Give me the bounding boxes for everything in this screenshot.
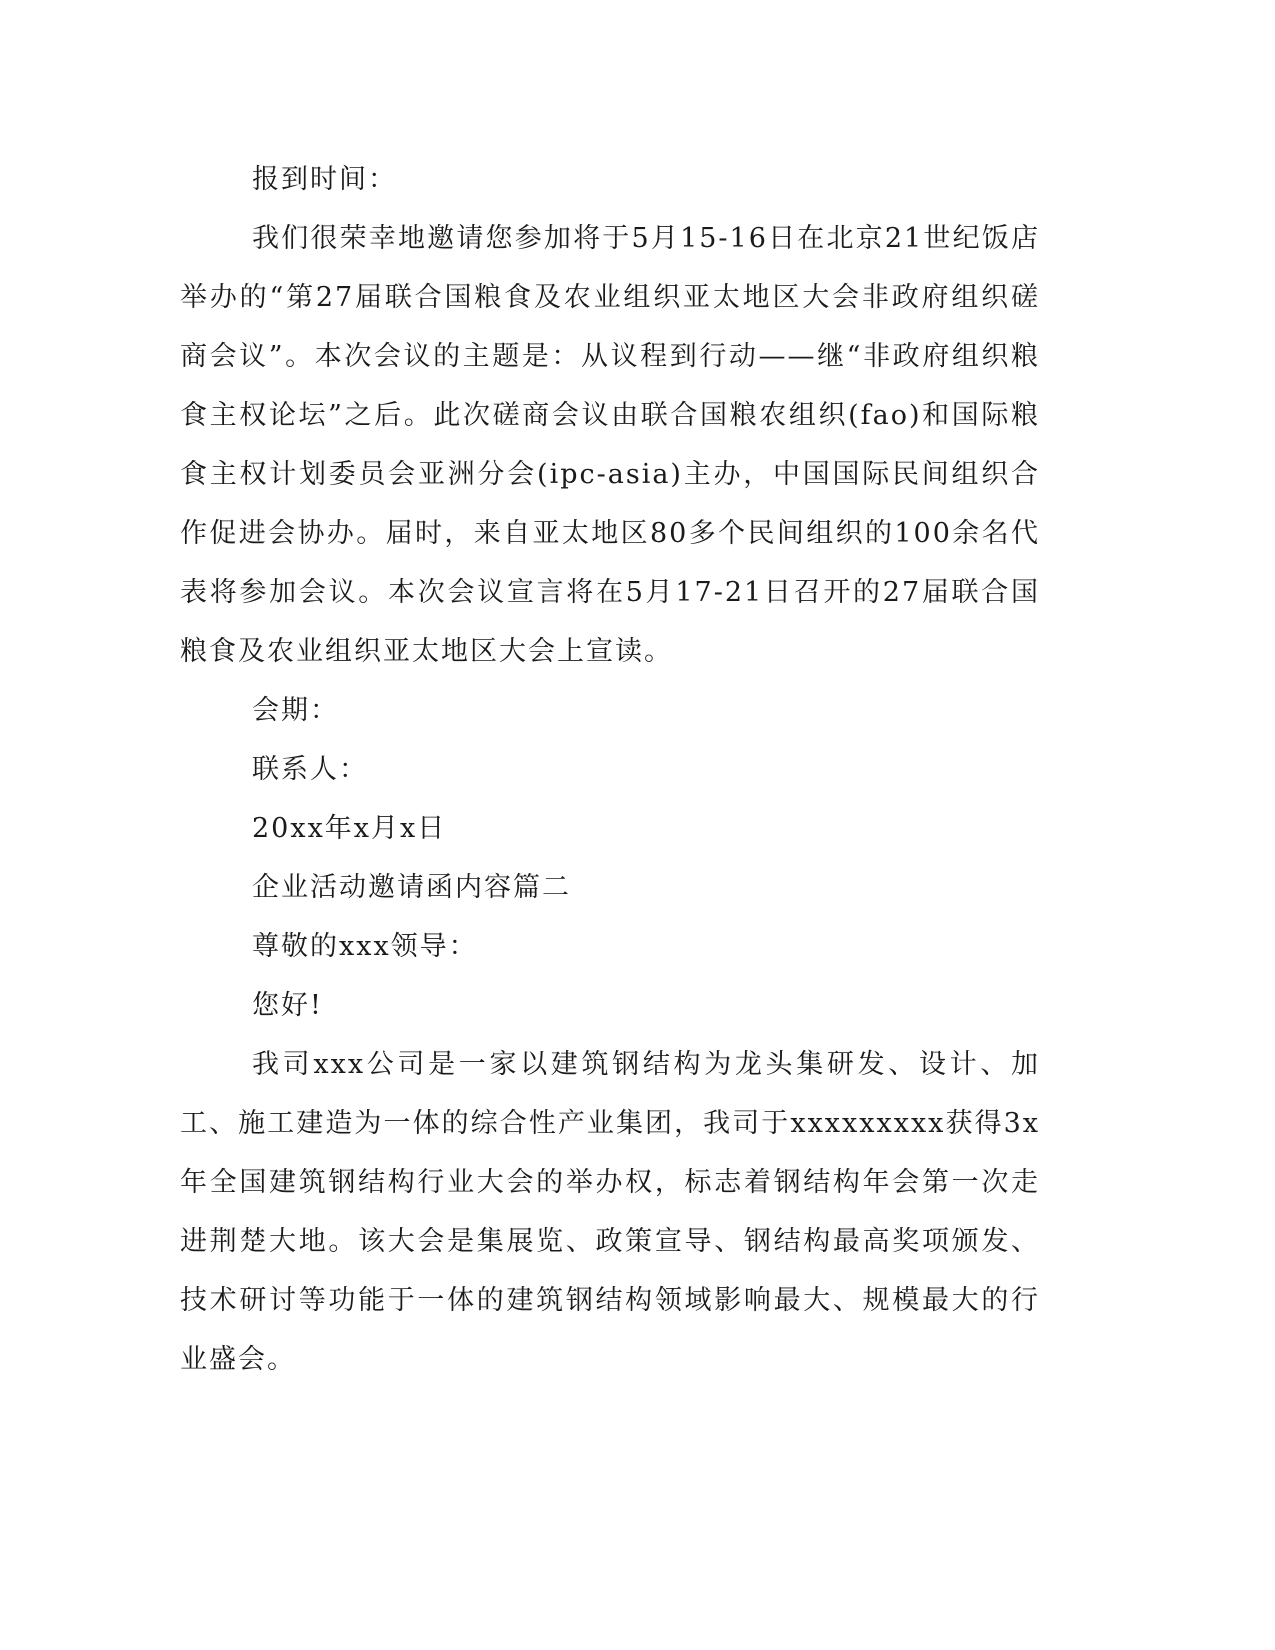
- meeting-period-line: 会期：: [252, 695, 339, 726]
- invitation-paragraph: 我们很荣幸地邀请您参加将于5月15-16日在北京21世纪饭店举办的“第27届联合国粮食及农业组织亚太地区大会非政府组织磋商会议”。本次会议的主题是：从议程到行动——继“非政府组织粮食主权论坛”之后。此次磋商会议由联合国粮农组织(fao)和国际粮食主权计划委员会亚洲分会(ipc-asia)主办，中国国际民间组织合作促进会协办。届时，来自亚太地区80多个民间组织的100余名代表将参加会议。本次会议宣言将在5月17-21日召开的27届联合国粮食及农业组织亚太地区大会上宣读。: [180, 223, 1040, 667]
- registration-time-line: 报到时间：: [252, 164, 397, 195]
- salutation-line: 尊敬的xxx领导：: [252, 931, 478, 962]
- greeting-line: 您好!: [252, 990, 323, 1021]
- document-page: [180, 150, 1040, 1389]
- date-line: 20xx年x月x日: [252, 813, 447, 844]
- section-heading: 企业活动邀请函内容篇二: [252, 872, 571, 903]
- company-intro-paragraph: 我司xxx公司是一家以建筑钢结构为龙头集研发、设计、加工、施工建造为一体的综合性产业集团，我司于xxxxxxxxx获得3x年全国建筑钢结构行业大会的举办权，标志着钢结构年会第一次走进荆楚大地。该大会是集展览、政策宣导、钢结构最高奖项颁发、技术研讨等功能于一体的建筑钢结构领域影响最大、规模最大的行业盛会。: [180, 1049, 1040, 1375]
- contact-person-line: 联系人：: [252, 754, 368, 785]
